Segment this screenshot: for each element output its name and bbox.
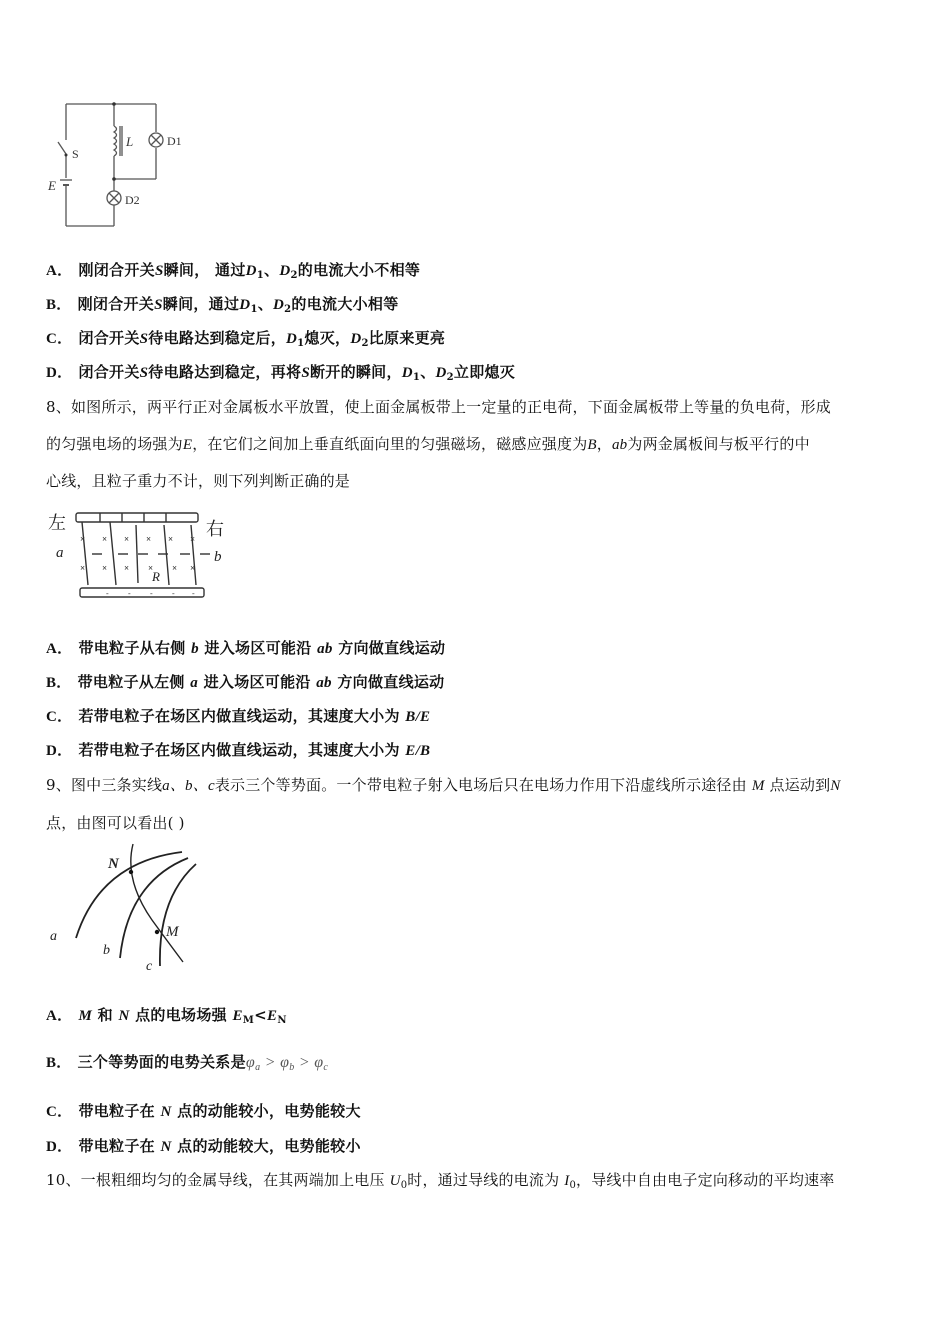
svg-text:-: - [128, 589, 131, 598]
q8-stem-line1: 8、如图所示，两平行正对金属板水平放置，使上面金属板带上一定量的正电荷，下面金属板带上等量的负电荷，形成 [46, 398, 831, 416]
q9-option-b: B． 三个等势面的电势关系是$\varphi_a > \varphi_b > \varphi_c$ [46, 1053, 329, 1073]
q7-option-c: C． 闭合开关S待电路达到稳定后，$D_1$熄灭，$D_2$比原来更亮 [46, 329, 446, 349]
q8-option-d: D． 若带电粒子在场区内做直线运动，其速度大小为 E/B [46, 741, 431, 759]
emf-label: E [48, 178, 56, 193]
svg-text:×: × [190, 534, 196, 544]
q7-option-a: A． 刚闭合开关S瞬间， 通过$D_1$、$D_2$的电流大小不相等 [46, 261, 421, 281]
curve-c-label: c [146, 959, 153, 974]
svg-text:×: × [190, 563, 196, 573]
point-m-label: M [166, 924, 179, 940]
left-label: 左 [48, 513, 66, 533]
q9-equipotential-figure [40, 840, 200, 980]
q9-stem-line2: 点，由图可以看出( ) [46, 814, 185, 832]
curve-b-label: b [103, 943, 110, 958]
q8-stem-line2: 的匀强电场的场强为E，在它们之间加上垂直纸面向里的匀强磁场，磁感应强度为B，ab为两金属板间与板平行的中 [46, 435, 810, 453]
point-b-label: b [214, 549, 222, 565]
lamp1-label: D1 [167, 134, 182, 148]
svg-text:×: × [172, 563, 178, 573]
svg-text:×: × [80, 563, 86, 573]
q7-option-b: B． 刚闭合开关S瞬间，通过$D_1$、$D_2$的电流大小相等 [46, 295, 399, 315]
svg-text:×: × [124, 534, 130, 544]
q7-option-d: D． 闭合开关S待电路达到稳定，再将S断开的瞬间，$D_1$、$D_2$立即熄灭 [46, 363, 516, 383]
right-label: 右 [206, 519, 224, 539]
lamp2-label: D2 [125, 193, 140, 207]
q10-stem-line1: 10、一根粗细均匀的金属导线，在其两端加上电压 $U_0$时，通过导线的电流为 $I_0$，导线中自由电子定向移动的平均速率 [46, 1171, 835, 1191]
q8-stem-line3: 心线，且粒子重力不计，则下列判断正确的是 [46, 472, 351, 490]
svg-text:×: × [80, 534, 86, 544]
svg-text:-: - [106, 589, 109, 598]
svg-text:×: × [102, 563, 108, 573]
q8-option-b: B． 带电粒子从左侧 a 进入场区可能沿 ab 方向做直线运动 [46, 673, 445, 691]
q8-parallel-plates-figure [40, 505, 240, 615]
potential-formula: $\varphi_a > \varphi_b > \varphi_c$ [245, 1054, 329, 1073]
inductor-label: L [126, 134, 134, 149]
q9-stem-line1: 9、图中三条实线a、b、c表示三个等势面。一个带电粒子射入电场后只在电场力作用下沿虚线所示途径由 M 点运动到N [46, 776, 841, 794]
curve-a-label: a [50, 929, 57, 944]
svg-text:×: × [124, 563, 130, 573]
q7-circuit-figure [40, 90, 200, 240]
svg-text:×: × [146, 534, 152, 544]
svg-text:-: - [172, 589, 175, 598]
svg-text:×: × [168, 534, 174, 544]
q9-option-a: A． M 和 N 点的电场场强 $E_M<E_N$ [46, 1006, 287, 1026]
q9-option-c: C． 带电粒子在 N 点的动能较小，电势能较大 [46, 1102, 361, 1120]
q9-option-d: D． 带电粒子在 N 点的动能较大，电势能较小 [46, 1137, 361, 1155]
svg-text:-: - [150, 589, 153, 598]
point-a-label: a [56, 545, 64, 561]
q8-option-a: A． 带电粒子从右侧 b 进入场区可能沿 ab 方向做直线运动 [46, 639, 446, 657]
q8-option-c: C． 若带电粒子在场区内做直线运动，其速度大小为 B/E [46, 707, 431, 725]
svg-text:×: × [148, 563, 154, 573]
svg-text:×: × [102, 534, 108, 544]
switch-label: S [72, 147, 79, 161]
svg-text:-: - [192, 589, 195, 598]
point-n-label: N [108, 856, 119, 872]
point-r-label: R [152, 569, 160, 584]
